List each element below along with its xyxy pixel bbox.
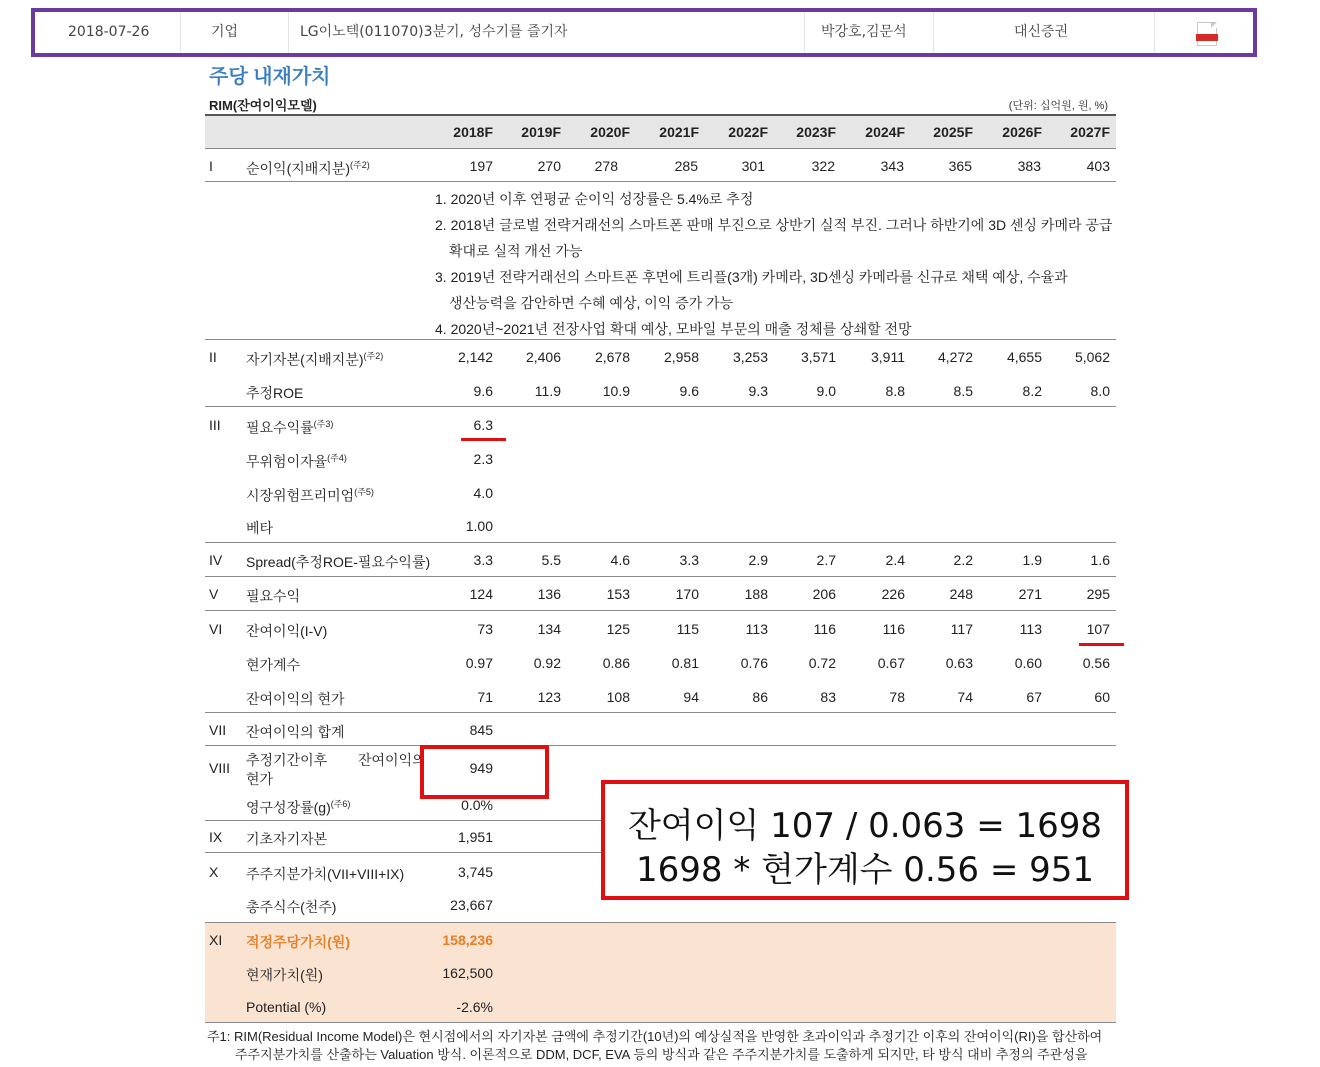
row-label: 추정기간이후 (246, 752, 328, 768)
cell-value: 1.00 (465, 518, 493, 534)
rule (205, 339, 1116, 340)
footnote: 주1: RIM(Residual Income Model)은 현시점에서의 자기자본 금액에 추정기간(10년)의 예상실적을 반영한 초과이익과 추정기간 이후의 잔여이익(RI)을 합산하여 (207, 1029, 1103, 1044)
cell-value: 2,406 (525, 349, 561, 365)
cell-value: 83 (820, 689, 836, 705)
cell-value: 3,571 (800, 349, 836, 365)
cell-value: 67 (1026, 689, 1042, 705)
cell-value: 2,142 (457, 349, 493, 365)
row-label: 순이익(지배지분)$^{(주2)}$ (246, 160, 370, 177)
cell-value: 2.2 (953, 552, 973, 568)
cell-value: 295 (1086, 586, 1110, 602)
cell-value: 170 (675, 586, 699, 602)
cell-value: 2.4 (885, 552, 905, 568)
cell-value: 0.92 (533, 655, 561, 671)
report-author: 박강호,김문석 (821, 24, 907, 40)
note-line: 2. 2018년 글로벌 전략거래선의 스마트폰 판매 부진으로 상반기 실적 부진. 그러나 하반기에 3D 센싱 카메라 공급 (435, 217, 1113, 233)
cell-value: 1.9 (1022, 552, 1042, 568)
pdf-fold (1211, 22, 1217, 28)
row-label: 베타 (246, 520, 274, 536)
year-header-row (205, 116, 1116, 148)
cell-value: 94 (683, 689, 699, 705)
cell-value: 0.56 (1082, 655, 1110, 671)
cell-value: 115 (676, 621, 699, 637)
cell-value: 74 (957, 689, 973, 705)
cell-value: 107 (1086, 621, 1110, 637)
cell-value: 3,745 (457, 864, 493, 880)
cell-value: 4.0 (473, 485, 493, 501)
cell-value: 2.9 (748, 552, 768, 568)
cell-value: 153 (606, 586, 630, 602)
cell-value: 0.60 (1014, 655, 1042, 671)
cell-value: 134 (537, 621, 561, 637)
cell-value: 3.3 (679, 552, 699, 568)
cell-value: 125 (606, 621, 630, 637)
note-line: 1. 2020년 이후 연평균 순이익 성장률은 5.4%로 추정 (435, 191, 754, 207)
year-header: 2022F (728, 124, 768, 140)
row-label: 현재가치(원) (246, 967, 323, 983)
cell-value: 2,958 (663, 349, 699, 365)
note-line: 3. 2019년 전략거래선의 스마트폰 후면에 트리플(3개) 카메라, 3D센싱 카메라를 신규로 채택 예상, 수율과 (435, 269, 1068, 285)
cell-value: 188 (744, 586, 768, 602)
year-header: 2018F (453, 124, 493, 140)
row-label: 현가 (246, 771, 274, 787)
row-number: VI (209, 621, 223, 637)
year-header: 2025F (933, 124, 973, 140)
report-broker: 대신증권 (1014, 24, 1069, 40)
unit-label: (단위: 십억원, 원, %) (1008, 100, 1108, 112)
divider (804, 12, 805, 53)
cell-value: 4,272 (937, 349, 973, 365)
cell-value: 71 (477, 689, 493, 705)
note-line: 4. 2020년~2021년 전장사업 확대 예상, 모바일 부문의 매출 정체를 상쇄할 전망 (435, 321, 912, 337)
cell-value: 23,667 (450, 897, 493, 913)
row-number: III (209, 417, 221, 433)
cell-value: 285 (674, 158, 698, 174)
cell-value: 8.5 (953, 383, 973, 399)
row-label: 필요수익 (246, 588, 301, 604)
row-label: 주주지분가치(VII+VIII+IX) (246, 866, 405, 882)
cell-value: 0.72 (808, 655, 836, 671)
row-label: 자기자본(지배지분)$^{(주2)}$ (246, 351, 384, 368)
cell-value: 9.3 (748, 383, 768, 399)
cell-value: 6.3 (473, 417, 493, 433)
cell-value: 322 (811, 158, 835, 174)
year-header: 2020F (590, 124, 630, 140)
row-number: I (209, 158, 213, 174)
year-header: 2027F (1070, 124, 1110, 140)
cell-value: 9.6 (473, 383, 493, 399)
rule (205, 1022, 1116, 1023)
cell-value: 226 (881, 586, 905, 602)
cell-value: 162,500 (442, 965, 493, 981)
cell-value: -2.6% (456, 999, 493, 1015)
row-number: VIII (209, 760, 231, 776)
row-number: VII (209, 722, 227, 738)
cell-value: 60 (1094, 689, 1110, 705)
cell-value: 343 (880, 158, 904, 174)
cell-value: 0.97 (465, 655, 493, 671)
cell-value: 117 (950, 621, 973, 637)
row-label: Spread(추정ROE-필요수익률) (246, 554, 431, 570)
year-header: 2024F (865, 124, 905, 140)
cell-value: 403 (1086, 158, 1110, 174)
divider (288, 12, 289, 53)
row-label: 총주식수(천주) (246, 899, 337, 915)
cell-value: 4,655 (1006, 349, 1042, 365)
cell-value: 3.3 (473, 552, 493, 568)
report-date: 2018-07-26 (68, 24, 150, 40)
cell-value: 8.8 (885, 383, 905, 399)
cell-value: 4.6 (610, 552, 630, 568)
row-label: Potential (%) (246, 999, 327, 1015)
cell-value: 0.76 (740, 655, 768, 671)
cell-value: 271 (1018, 586, 1042, 602)
divider (933, 12, 934, 53)
note-line: 생산능력을 감안하면 수혜 예상, 이익 증가 가능 (449, 295, 734, 311)
cell-value: 383 (1017, 158, 1041, 174)
highlight-box (420, 745, 549, 799)
cell-value: 108 (606, 689, 630, 705)
rule (205, 148, 1116, 149)
row-number: II (209, 349, 217, 365)
cell-value: 8.2 (1022, 383, 1042, 399)
cell-value: 197 (469, 158, 493, 174)
cell-value: 365 (948, 158, 972, 174)
row-label: 기초자기자본 (246, 831, 328, 847)
row-label: 현가계수 (246, 657, 301, 673)
row-label: 무위험이자율$^{(주4)}$ (246, 453, 347, 470)
cell-value: 8.0 (1090, 383, 1110, 399)
row-number: IV (209, 552, 223, 568)
row-label: 잔여이익(I-V) (246, 623, 328, 639)
cell-value: 0.86 (602, 655, 630, 671)
row-label: 추정ROE (246, 385, 304, 401)
report-title-link[interactable]: LG이노텍(011070)3분기, 성수기를 즐기자 (300, 24, 568, 40)
rule (205, 745, 1116, 746)
row-number: V (209, 586, 219, 602)
cell-value: 845 (469, 722, 493, 738)
cell-value: 116 (882, 621, 905, 637)
cell-value: 113 (1019, 621, 1042, 637)
year-header: 2019F (521, 124, 561, 140)
cell-value: 949 (469, 760, 493, 776)
cell-value: 158,236 (442, 932, 493, 948)
row-label: 시장위험프리미엄$^{(주5)}$ (246, 487, 374, 504)
rule (205, 610, 1116, 611)
year-header: 2021F (659, 124, 699, 140)
pdf-badge (1196, 34, 1218, 41)
cell-value: 123 (537, 689, 561, 705)
divider (180, 12, 181, 53)
row-number: XI (209, 932, 223, 948)
report-category: 기업 (211, 24, 239, 40)
cell-value: 124 (469, 586, 493, 602)
cell-value: 301 (741, 158, 765, 174)
cell-value: 0.67 (877, 655, 905, 671)
rule (205, 542, 1116, 543)
cell-value: 2,678 (594, 349, 630, 365)
cell-value: 1,951 (457, 829, 493, 845)
cell-value: 3,911 (871, 349, 905, 365)
row-number: X (209, 864, 219, 880)
footnote: 주주지분가치를 산출하는 Valuation 방식. 이론적으로 DDM, DCF, EVA 등의 방식과 같은 주주지분가치를 도출하게 되지만, 타 방식 대비 추정의 주관성을 (235, 1047, 1088, 1062)
cell-value: 10.9 (602, 383, 630, 399)
rule (205, 712, 1116, 713)
cell-value: 78 (889, 689, 905, 705)
cell-value: 0.0% (461, 797, 493, 813)
rule (205, 406, 1116, 407)
cell-value: 113 (745, 621, 768, 637)
year-header: 2023F (796, 124, 836, 140)
report-list-row[interactable] (31, 8, 1257, 57)
row-label: 영구성장률$(g)^{(주6)}$ (246, 799, 351, 816)
cell-value: 278 (594, 158, 618, 174)
row-label: 적정주당가치(원) (246, 934, 350, 950)
rule (205, 576, 1116, 577)
cell-value: 136 (537, 586, 561, 602)
cell-value: 2.3 (473, 451, 493, 467)
cell-value: 0.81 (671, 655, 699, 671)
section-title: 주당 내재가치 (209, 66, 331, 88)
note-line: 확대로 실적 개선 가능 (449, 243, 583, 259)
cell-value: 270 (537, 158, 561, 174)
calc-line: 1698 * 현가계수 0.56 = 951 (635, 850, 1095, 890)
calculation-annotation (601, 780, 1129, 900)
calc-line: 잔여이익 107 / 0.063 = 1698 (627, 806, 1103, 846)
cell-value: 11.9 (534, 383, 561, 399)
cell-value: 2.7 (816, 552, 836, 568)
rule (205, 181, 1116, 182)
assumption-notes (435, 186, 1112, 342)
cell-value: 206 (812, 586, 836, 602)
cell-value: 3,253 (732, 349, 768, 365)
cell-value: 1.6 (1090, 552, 1110, 568)
pdf-file-icon[interactable] (1197, 22, 1217, 46)
row-label: 필요수익률$^{(주3)}$ (246, 419, 334, 436)
row-label: 잔여이익의 (358, 752, 426, 768)
highlight-underline (1079, 643, 1124, 646)
cell-value: 5.5 (541, 552, 561, 568)
cell-value: 0.63 (945, 655, 973, 671)
cell-value: 73 (477, 621, 493, 637)
divider (1154, 12, 1155, 53)
cell-value: 116 (813, 621, 836, 637)
rule (205, 922, 1116, 923)
row-label: 잔여이익의 현가 (246, 691, 345, 707)
cell-value: 9.6 (679, 383, 699, 399)
cell-value: 9.0 (816, 383, 836, 399)
cell-value: 86 (752, 689, 768, 705)
year-header: 2026F (1002, 124, 1042, 140)
row-label: 잔여이익의 합계 (246, 724, 345, 740)
cell-value: 248 (949, 586, 973, 602)
row-number: IX (209, 829, 223, 845)
cell-value: 5,062 (1074, 349, 1110, 365)
highlight-underline (461, 438, 506, 441)
table-title: RIM(잔여이익모델) (209, 98, 317, 113)
